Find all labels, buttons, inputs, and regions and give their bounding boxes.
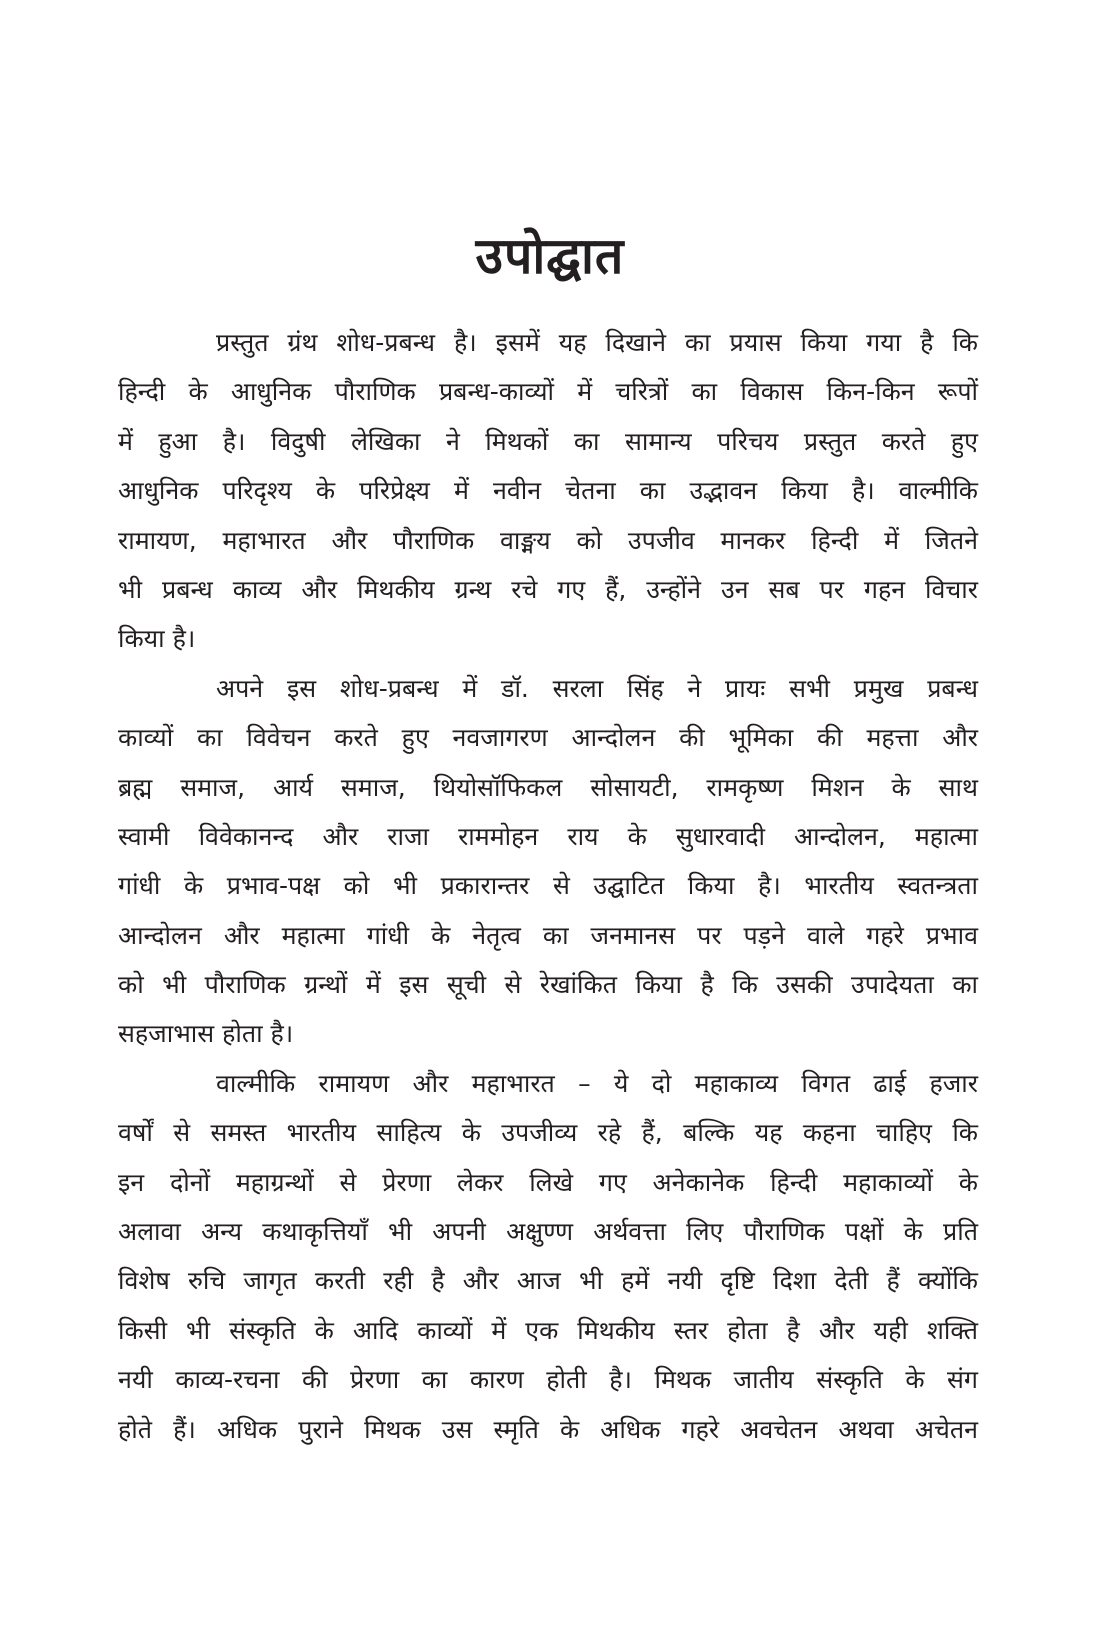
text-line: नयी काव्य-रचना की प्रेरणा का कारण होती है। मिथक जातीय संस्कृति के संग (118, 1365, 978, 1395)
paragraph (118, 664, 978, 1059)
text-line: प्रस्तुत ग्रंथ शोध-प्रबन्ध है। इसमें यह दिखाने का प्रयास किया गया है कि (216, 328, 978, 357)
text-line: अपने इस शोध-प्रबन्ध में डॉ. सरला सिंह ने प्रायः सभी प्रमुख प्रबन्ध (216, 673, 978, 703)
text-line: किया है। (118, 624, 196, 654)
text-line: ब्रह्म समाज, आर्य समाज, थियोसॉफिकल सोसायटी, रामकृष्ण मिशन के साथ (118, 772, 978, 802)
page-title: उपोद्घात (475, 226, 625, 285)
text-line: वाल्मीकि रामायण और महाभारत – ये दो महाकाव्य विगत ढाई हजार (216, 1068, 978, 1098)
text-line: आन्दोलन और महात्मा गांधी के नेतृत्व का जनमानस पर पड़ने वाले गहरे प्रभाव (118, 920, 978, 950)
text-line: को भी पौराणिक ग्रन्थों में इस सूची से रेखांकित किया है कि उसकी उपादेयता का (118, 970, 978, 1000)
text-line: आधुनिक परिदृश्य के परिप्रेक्ष्य में नवीन चेतना का उद्भावन किया है। वाल्मीकि (118, 476, 978, 506)
text-line: होते हैं। अधिक पुराने मिथक उस स्मृति के अधिक गहरे अवचेतन अथवा अचेतन (118, 1414, 978, 1444)
text-line: विशेष रुचि जागृत करती रही है और आज भी हमें नयी दृष्टि दिशा देती हैं क्योंकि (118, 1266, 978, 1296)
text-line: स्वामी विवेकानन्द और राजा राममोहन राय के सुधारवादी आन्दोलन, महात्मा (118, 821, 978, 851)
text-line: इन दोनों महाग्रन्थों से प्रेरणा लेकर लिखे गए अनेकानेक हिन्दी महाकाव्यों के (118, 1167, 978, 1197)
text-line: काव्यों का विवेचन करते हुए नवजागरण आन्दोलन की भूमिका की महत्ता और (118, 723, 978, 753)
text-line: गांधी के प्रभाव-पक्ष को भी प्रकारान्तर से उद्घाटित किया है। भारतीय स्वतन्त्रता (118, 871, 978, 901)
text-line: किसी भी संस्कृति के आदि काव्यों में एक मिथकीय स्तर होता है और यही शक्ति (118, 1315, 978, 1345)
text-line: वर्षों से समस्त भारतीय साहित्य के उपजीव्य रहे हैं, बल्कि यह कहना चाहिए कि (118, 1118, 978, 1148)
paragraph (118, 1059, 978, 1454)
text-line: हिन्दी के आधुनिक पौराणिक प्रबन्ध-काव्यों में चरित्रों का विकास किन-किन रूपों (118, 377, 978, 407)
text-line: रामायण, महाभारत और पौराणिक वाङ्मय को उपजीव मानकर हिन्दी में जितने (118, 525, 978, 555)
text-line: अलावा अन्य कथाकृत्तियाँ भी अपनी अक्षुण्ण अर्थवत्ता लिए पौराणिक पक्षों के प्रति (118, 1217, 978, 1247)
text-line: भी प्रबन्ध काव्य और मिथकीय ग्रन्थ रचे गए हैं, उन्होंने उन सब पर गहन विचार (118, 574, 978, 604)
body-text (118, 318, 978, 1454)
text-line: में हुआ है। विदुषी लेखिका ने मिथकों का सामान्य परिचय प्रस्तुत करते हुए (118, 426, 978, 456)
paragraph (118, 318, 978, 664)
text-line: सहजाभास होता है। (118, 1019, 294, 1049)
